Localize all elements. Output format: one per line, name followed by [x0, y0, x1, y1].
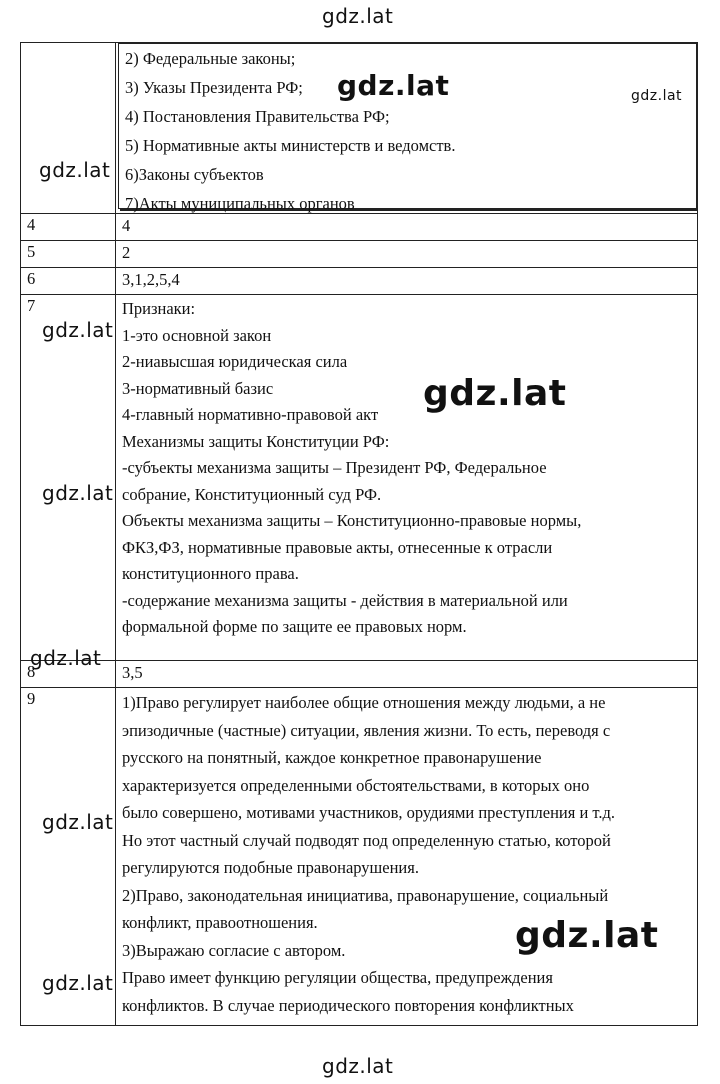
- list-line: 3) Указы Президента РФ;: [125, 78, 303, 97]
- text-line: 2-ниавысшая юридическая сила: [122, 352, 348, 371]
- inner-list-box: [118, 43, 697, 213]
- list-line: 6)Законы субъектов: [125, 165, 264, 184]
- text-line: -содержание механизма защиты - действия в материальной или: [122, 590, 568, 610]
- text-line: 1-это основной закон: [122, 325, 272, 345]
- text-line: Признаки:: [122, 299, 196, 318]
- watermark-small: gdz.lat: [631, 88, 683, 104]
- text-line: конфликт, правоотношения.: [122, 913, 318, 932]
- list-line: 5) Нормативные акты министерств и ведомств.: [125, 136, 456, 155]
- row-number: 6: [21, 268, 116, 295]
- row-content: 3,1,2,5,4: [116, 268, 698, 295]
- table-row: [21, 214, 698, 241]
- watermark-left-1: gdz.lat: [39, 158, 111, 182]
- list-line: 4) Постановления Правительства РФ;: [125, 107, 390, 126]
- watermark-large-1: gdz.lat: [423, 373, 567, 414]
- row-content: 3,5: [116, 661, 698, 688]
- text-line: Механизмы защиты Конституции РФ:: [122, 431, 390, 451]
- text-line: Объекты механизма защиты – Конституционно-правовые нормы,: [122, 511, 582, 530]
- text-line: Но этот частный случай подводят под определенную статью, которой: [122, 830, 611, 850]
- watermark-inline: gdz.lat: [337, 69, 450, 102]
- row-content: 2: [116, 241, 698, 268]
- watermark-left-3: gdz.lat: [42, 481, 114, 505]
- watermark-left-5: gdz.lat: [42, 810, 114, 834]
- watermark-large-2: gdz.lat: [515, 915, 659, 956]
- row-number: [21, 43, 116, 214]
- watermark-left-4: gdz.lat: [30, 646, 102, 670]
- text-line: 4-главный нормативно-правовой акт: [122, 405, 379, 424]
- table-row: [21, 661, 698, 688]
- text-line: Право имеет функцию регуляции общества, предупреждения: [122, 968, 553, 987]
- watermark-top: gdz.lat: [322, 4, 394, 28]
- text-line: русского на понятный, каждое конкретное правонарушение: [122, 748, 542, 767]
- row-number: 5: [21, 241, 116, 268]
- watermark-bottom: gdz.lat: [322, 1054, 394, 1078]
- text-line: эпизодичные (частные) ситуации, явления жизни. То есть, переводя с: [122, 720, 611, 740]
- text-line: 3)Выражаю согласие с автором.: [122, 940, 346, 960]
- table-row: [21, 268, 698, 295]
- text-line: ФКЗ,ФЗ, нормативные правовые акты, отнесенные к отрасли: [122, 537, 553, 557]
- table-row: [21, 295, 698, 661]
- table-row: [21, 688, 698, 1026]
- answers-table: [20, 42, 698, 1026]
- row-content: [116, 295, 698, 661]
- row-number: 9: [21, 688, 116, 1026]
- row-number: 7: [21, 295, 116, 661]
- text-line: характеризуется определенными обстоятельствами, в которых оно: [122, 775, 590, 795]
- row-content: [116, 688, 698, 1026]
- watermark-left-6: gdz.lat: [42, 971, 114, 995]
- text-line: конституционного права.: [122, 564, 299, 583]
- watermark-left-2: gdz.lat: [42, 318, 114, 342]
- text-line: 3-нормативный базис: [122, 378, 274, 398]
- text-line: 2)Право, законодательная инициатива, правонарушение, социальный: [122, 885, 609, 905]
- row-number: 4: [21, 214, 116, 241]
- text-line: 1)Право регулирует наиболее общие отношения между людьми, а не: [122, 693, 606, 712]
- text-line: конфликтов. В случае периодического повторения конфликтных: [122, 995, 574, 1015]
- text-line: регулируются подобные правонарушения.: [122, 858, 419, 877]
- text-line: собрание, Конституционный суд РФ.: [122, 484, 382, 504]
- list-line: 7)Акты муниципальных органов: [125, 194, 355, 213]
- text-line: -субъекты механизма защиты – Президент РФ, Федеральное: [122, 458, 547, 477]
- list-line: 2) Федеральные законы;: [125, 49, 296, 68]
- row-number: 8: [21, 661, 116, 688]
- row-content: 4: [116, 214, 698, 241]
- text-line: было совершено, мотивами участников, орудиями преступления и т.д.: [122, 803, 616, 822]
- table-row: [21, 241, 698, 268]
- text-line: формальной форме по защите ее правовых норм.: [122, 617, 467, 636]
